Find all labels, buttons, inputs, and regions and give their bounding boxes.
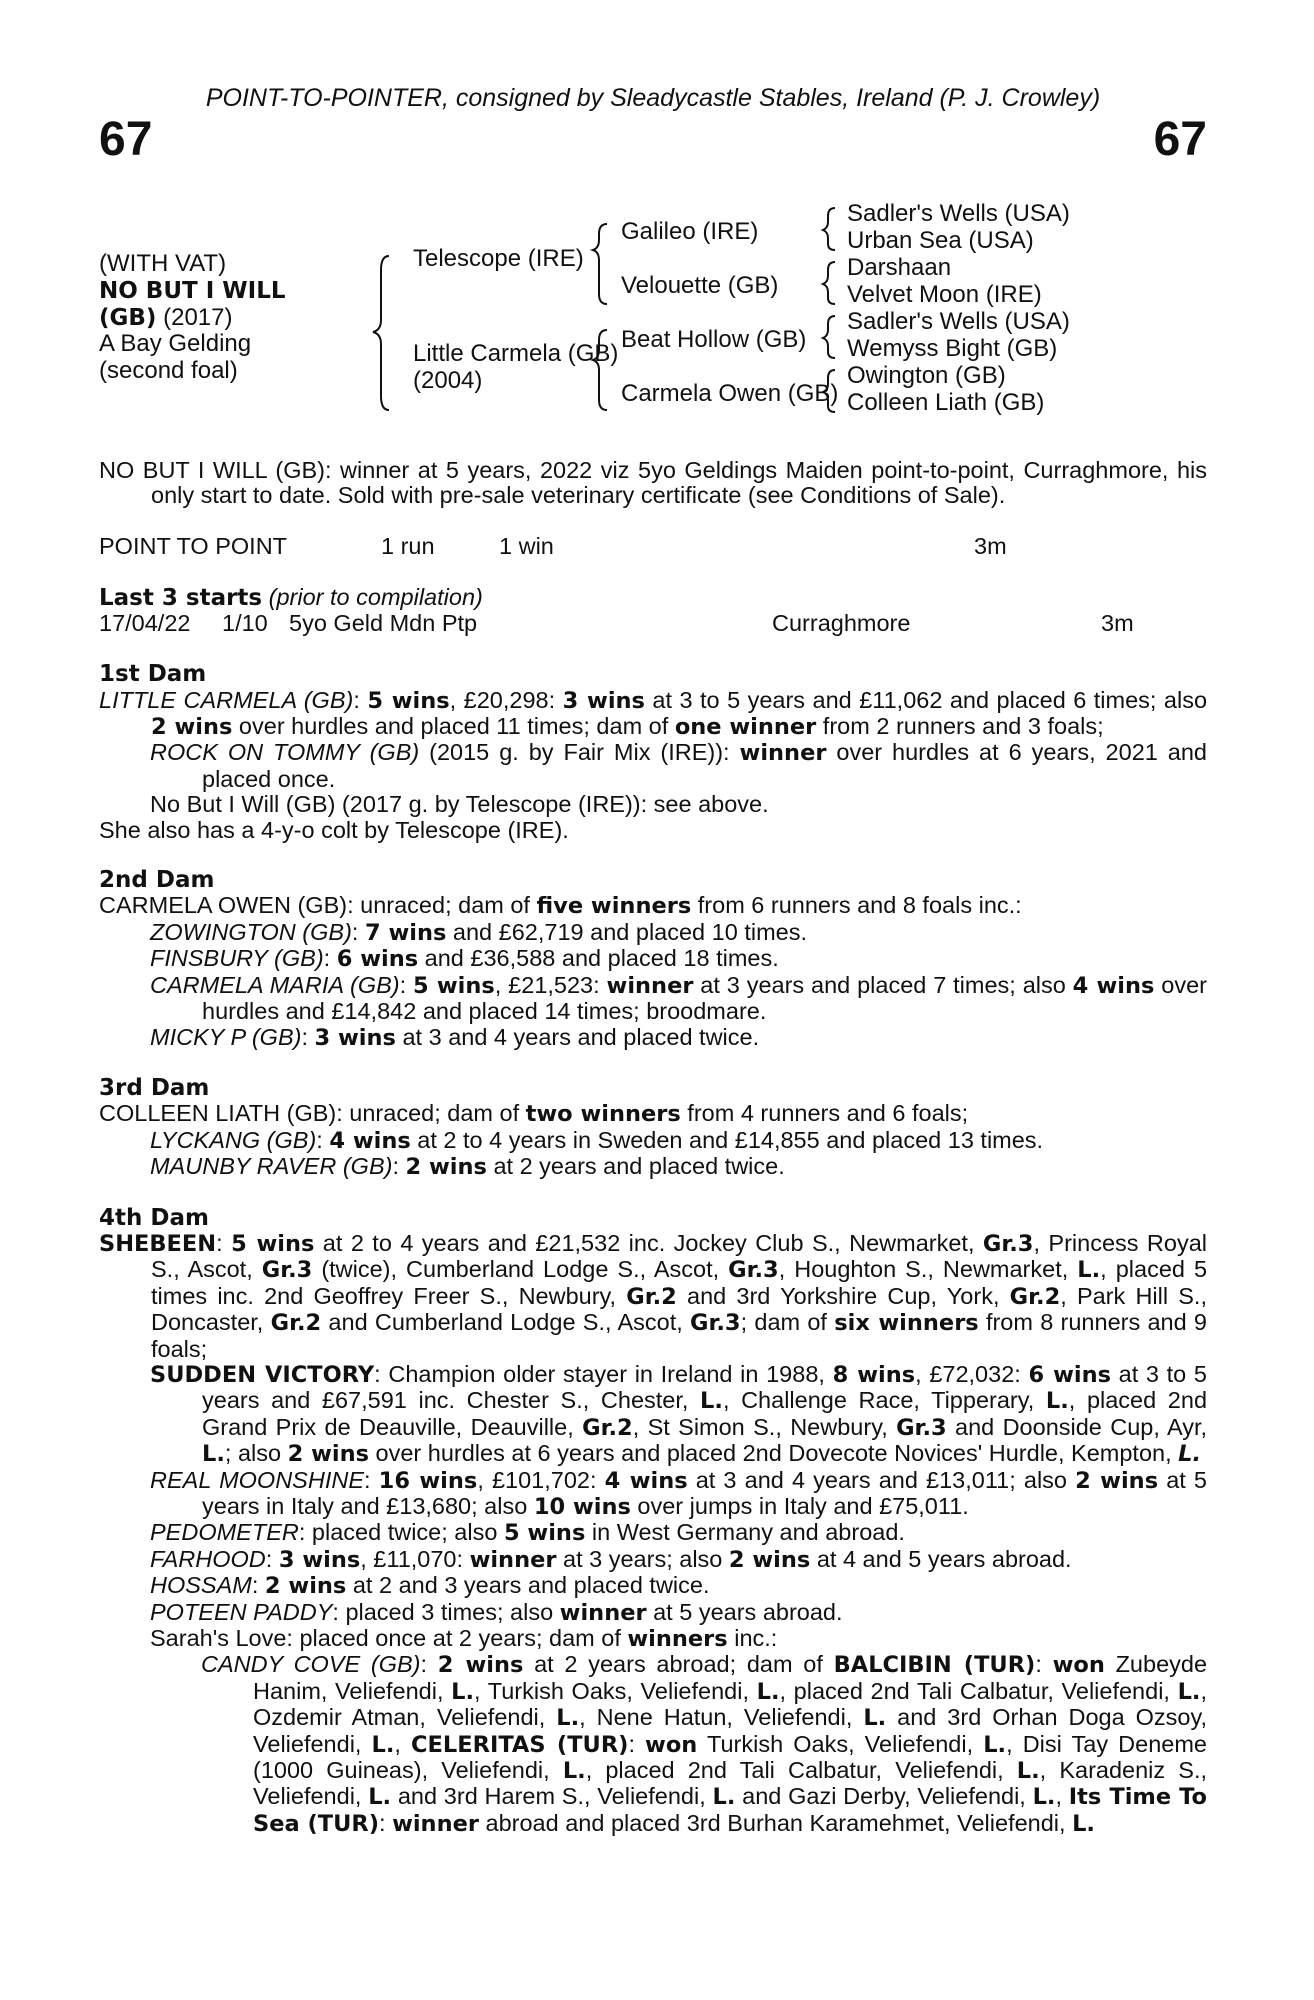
summary-paragraph: NO BUT I WILL (GB): winner at 5 years, 2022 viz 5yo Geldings Maiden point-to-point, Curraghmore, his only start to date. Sold with pre-sale veterinary certificate (see Conditions of Sale). bbox=[99, 457, 1207, 509]
g3-1: Sadler's Wells (USA) bbox=[847, 200, 1070, 227]
vat-note: (WITH VAT) bbox=[99, 250, 227, 277]
third-dam-produce: LYCKANG (GB): 4 wins at 2 to 4 years in Sweden and £14,855 and placed 13 times. bbox=[150, 1126, 1044, 1154]
fourth-dam-produce: PEDOMETER: placed twice; also 5 wins in West Germany and abroad. bbox=[150, 1519, 905, 1547]
record-distance: 3m bbox=[974, 532, 1007, 559]
fourth-dam-produce: HOSSAM: 2 wins at 2 and 3 years and placed twice. bbox=[150, 1572, 710, 1600]
fourth-dam-produce: FARHOOD: 3 wins, £11,070: winner at 3 years; also 2 wins at 4 and 5 years abroad. bbox=[150, 1545, 1072, 1573]
fourth-dam-heading: 4th Dam bbox=[99, 1204, 209, 1231]
record-wins: 1 win bbox=[499, 532, 554, 559]
catalogue-page bbox=[99, 0, 1207, 2000]
g3-5: Sadler's Wells (USA) bbox=[847, 308, 1070, 335]
lot-number-right: 67 bbox=[1153, 113, 1207, 166]
second-dam-produce: ZOWINGTON (GB): 7 wins and £62,719 and placed 10 times. bbox=[150, 918, 807, 946]
dam-dam: Carmela Owen (GB) bbox=[621, 380, 839, 407]
foal-note: (second foal) bbox=[99, 357, 238, 384]
fourth-dam-grandproduce: CANDY COVE (GB): 2 wins at 2 years abroad; dam of BALCIBIN (TUR): won Zubeyde Hanim, Veliefendi, L., Turkish Oaks, Veliefendi, L., placed 2nd Tali Calbatur, Veliefendi, L., Ozdemir Atman, Veliefendi, L., Nene Hatun, Veliefendi, L. and 3rd Orhan Doga Ozsoy, Veliefendi, L., CELERITAS (TUR): won Turkish Oaks, Veliefendi, L., Disi Tay Deneme (1000 Guineas), Veliefendi, L., placed 2nd Tali Calbatur, Veliefendi, L., Karadeniz S., Veliefendi, L. and 3rd Harem S., Veliefendi, L. and Gazi Derby, Veliefendi, L., Its Time To Sea (TUR): winner abroad and placed 3rd Burhan Karamehmet, Veliefendi, L. bbox=[201, 1651, 1208, 1837]
record-runs: 1 run bbox=[381, 532, 435, 559]
fourth-dam-entry: SHEBEEN: 5 wins at 2 to 4 years and £21,532 inc. Jockey Club S., Newmarket, Gr.3, Princess Royal S., Ascot, Gr.3 (twice), Cumberland Lodge S., Ascot, Gr.3, Houghton S., Newmarket, L., placed 5 times inc. 2nd Geoffrey Freer S., Newbury, Gr.2 and 3rd Yorkshire Cup, York, Gr.2, Park Hill S., Doncaster, Gr.2 and Cumberland Lodge S., Ascot, Gr.3; dam of six winners from 8 runners and 9 foals; bbox=[99, 1229, 1208, 1362]
g3-4: Velvet Moon (IRE) bbox=[847, 281, 1042, 308]
fourth-dam-produce: Sarah's Love: placed once at 2 years; dam of winners inc.: bbox=[150, 1625, 778, 1653]
dam-year: (2004) bbox=[413, 367, 483, 394]
lot-number-left: 67 bbox=[99, 113, 153, 166]
sire-sire: Galileo (IRE) bbox=[621, 218, 759, 245]
dam-sire: Beat Hollow (GB) bbox=[621, 326, 807, 353]
fourth-dam-produce: SUDDEN VICTORY: Champion older stayer in Ireland in 1988, 8 wins, £72,032: 6 wins at 3 to 5 years and £67,591 inc. Chester S., Chester, L., Challenge Race, Tipperary, L., placed 2nd Grand Prix de Deauville, Deauville, Gr.2, St Simon S., Newbury, Gr.3 and Doonside Cup, Ayr, L.; also 2 wins over hurdles at 6 years and placed 2nd Dovecote Novices' Hurdle, Kempton, L. bbox=[150, 1360, 1208, 1468]
first-dam-heading: 1st Dam bbox=[99, 661, 207, 688]
g3-3: Darshaan bbox=[847, 254, 952, 281]
first-dam-produce: No But I Will (GB) (2017 g. by Telescope (IRE)): see above. bbox=[150, 791, 769, 818]
g3-8: Colleen Liath (GB) bbox=[847, 389, 1045, 416]
consignor-line: POINT-TO-POINTER, consigned by Sleadycastle Stables, Ireland (P. J. Crowley) bbox=[205, 84, 1101, 112]
fourth-dam-produce: POTEEN PADDY: placed 3 times; also winner at 5 years abroad. bbox=[150, 1598, 843, 1626]
first-dam-produce: ROCK ON TOMMY (GB) (2015 g. by Fair Mix (IRE)): winner over hurdles at 6 years, 2021 and placed once. bbox=[150, 739, 1207, 792]
horse-description: A Bay Gelding bbox=[99, 330, 252, 357]
third-dam-produce: MAUNBY RAVER (GB): 2 wins at 2 years and placed twice. bbox=[150, 1153, 785, 1181]
g3-7: Owington (GB) bbox=[847, 362, 1006, 389]
third-dam-entry: COLLEEN LIATH (GB): unraced; dam of two winners from 4 runners and 6 foals; bbox=[99, 1100, 969, 1128]
sire-dam: Velouette (GB) bbox=[621, 272, 779, 299]
second-dam-produce: FINSBURY (GB): 6 wins and £36,588 and placed 18 times. bbox=[150, 945, 779, 973]
second-dam-entry: CARMELA OWEN (GB): unraced; dam of five winners from 6 runners and 8 foals inc.: bbox=[99, 892, 1022, 920]
first-dam-entry: LITTLE CARMELA (GB): 5 wins, £20,298: 3 wins at 3 to 5 years and £11,062 and placed 6 times; also 2 wins over hurdles and placed 11 times; dam of one winner from 2 runners and 3 foals; bbox=[99, 686, 1208, 741]
g3-2: Urban Sea (USA) bbox=[847, 227, 1034, 254]
race-record bbox=[99, 534, 1207, 560]
catalogue-text bbox=[99, 458, 1207, 1837]
first-dam-note: She also has a 4-y-o colt by Telescope (IRE). bbox=[99, 816, 569, 843]
horse-name: NO BUT I WILL bbox=[99, 278, 286, 304]
second-dam-produce: CARMELA MARIA (GB): 5 wins, £21,523: winner at 3 years and placed 7 times; also 4 wins over hurdles and £14,842 and placed 14 times; broodmare. bbox=[150, 971, 1207, 1025]
last-start-row: 17/04/22 1/10 5yo Geld Mdn Ptp Curraghmore 3m bbox=[99, 610, 1134, 637]
horse-name-suffix: (GB) bbox=[99, 305, 157, 331]
pedigree-table bbox=[99, 200, 1207, 430]
fourth-dam-produce: REAL MOONSHINE: 16 wins, £101,702: 4 wins at 3 and 4 years and £13,011; also 2 wins at 5 years in Italy and £13,680; also 10 wins over jumps in Italy and £75,011. bbox=[150, 1466, 1207, 1520]
horse-year: (2017) bbox=[163, 304, 233, 331]
record-type: POINT TO POINT bbox=[99, 532, 288, 559]
g3-6: Wemyss Bight (GB) bbox=[847, 335, 1058, 362]
third-dam-heading: 3rd Dam bbox=[99, 1074, 210, 1101]
sire: Telescope (IRE) bbox=[413, 245, 584, 272]
last-starts-heading: Last 3 starts (prior to compilation) bbox=[99, 583, 483, 611]
second-dam-heading: 2nd Dam bbox=[99, 867, 215, 894]
dam: Little Carmela (GB) bbox=[413, 340, 619, 367]
second-dam-produce: MICKY P (GB): 3 wins at 3 and 4 years and placed twice. bbox=[150, 1023, 760, 1051]
